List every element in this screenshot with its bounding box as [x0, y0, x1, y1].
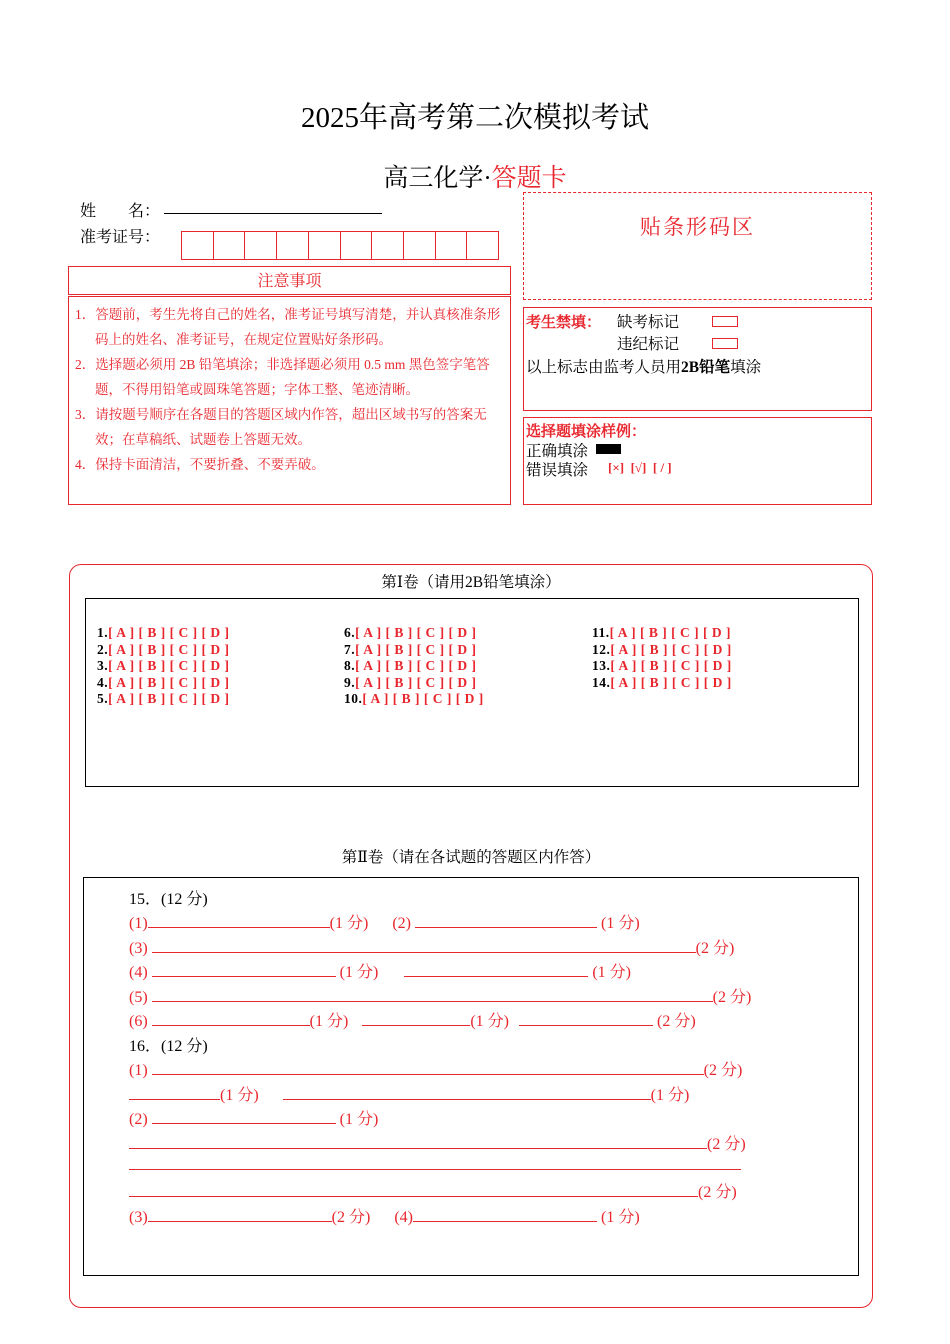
notice-item: 4．保持卡面清洁，不要折叠、不要弄破。 — [75, 457, 325, 472]
notice-heading: 注意事项 — [68, 266, 511, 295]
violation-mark-box[interactable] — [712, 338, 738, 349]
violation-label: 违纪标记 — [617, 336, 680, 353]
q15-line2[interactable]: (3) (2 分) — [129, 940, 735, 957]
page-subtitle — [0, 158, 950, 194]
mc-answer-box — [85, 598, 859, 787]
barcode-label: 贴条形码区 — [640, 215, 755, 239]
id-cell[interactable] — [245, 232, 277, 259]
id-cell[interactable] — [436, 232, 468, 259]
name-label: 姓 名： — [80, 203, 161, 220]
mc-question[interactable]: 12.[ A ] [ B ] [ C ] [ D ] — [592, 642, 732, 657]
q16-line2[interactable]: (1 分) (1 分) — [129, 1082, 689, 1105]
subtitle-card: 答题卡 — [491, 165, 567, 192]
absent-mark-box[interactable] — [712, 316, 738, 327]
mc-question[interactable]: 14.[ A ] [ B ] [ C ] [ D ] — [592, 675, 732, 690]
q15-16-answer-box — [83, 877, 859, 1276]
wrong-label: 错误填涂 — [526, 462, 589, 479]
q15-line4[interactable]: (5) (2 分) — [129, 989, 752, 1006]
q16-line3[interactable]: (2) (1 分) — [129, 1111, 379, 1128]
mc-question[interactable]: 9.[ A ] [ B ] [ C ] [ D ] — [344, 675, 477, 690]
ban-title: 考生禁填： — [526, 313, 602, 331]
part2-title: 第Ⅱ卷（请在各试题的答题区内作答） — [341, 849, 601, 866]
id-cell[interactable] — [182, 232, 214, 259]
mc-question[interactable]: 5.[ A ] [ B ] [ C ] [ D ] — [97, 691, 230, 706]
fill-sample-box — [523, 417, 872, 505]
name-field[interactable] — [164, 213, 382, 214]
q16-line7[interactable]: (3) (2 分) (4) (1 分) — [129, 1209, 640, 1226]
notice-item: 1．答题前，考生先将自己的姓名，准考证号填写清楚，并认真核准条形码上的姓名、准考证号，在规定位置贴好条形码。 — [75, 307, 501, 347]
notice-item: 3．请按题号顺序在各题目的答题区域内作答，超出区域书写的答案无效；在草稿纸、试题卷上答题无效。 — [75, 407, 487, 447]
mc-question[interactable]: 3.[ A ] [ B ] [ C ] [ D ] — [97, 658, 230, 673]
notice-body — [68, 296, 511, 505]
id-cell[interactable] — [341, 232, 373, 259]
id-number-boxes[interactable] — [181, 231, 499, 260]
q16-heading: 16．(12 分) — [129, 1038, 208, 1055]
correct-fill-mark — [596, 444, 621, 454]
correct-label: 正确填涂 — [526, 443, 589, 460]
barcode-area — [523, 192, 872, 300]
ban-note — [526, 355, 761, 377]
ban-note-suffix: 填涂 — [730, 359, 762, 376]
notice-item: 2．选择题必须用 2B 铅笔填涂；非选择题必须用 0.5 mm 黑色签字笔答题，不得用铅笔或圆珠笔答题；字体工整、笔迹清晰。 — [75, 357, 490, 397]
mc-question[interactable]: 4.[ A ] [ B ] [ C ] [ D ] — [97, 675, 230, 690]
id-cell[interactable] — [467, 232, 498, 259]
mc-question[interactable]: 1.[ A ] [ B ] [ C ] [ D ] — [97, 625, 230, 640]
id-cell[interactable] — [309, 232, 341, 259]
q15-line5[interactable]: (6) (1 分) (1 分) (2 分) — [129, 1013, 696, 1030]
part1-title: 第Ⅰ卷（请用2B铅笔填涂） — [381, 574, 561, 591]
mc-question[interactable]: 11.[ A ] [ B ] [ C ] [ D ] — [592, 625, 731, 640]
mc-question[interactable]: 10.[ A ] [ B ] [ C ] [ D ] — [344, 691, 484, 706]
page-title: 2025年高考第二次模拟考试 — [300, 102, 649, 134]
ban-note-prefix: 以上标志由监考人员用 — [526, 359, 682, 376]
q16-line5[interactable] — [129, 1155, 741, 1175]
ban-note-bold: 2B铅笔 — [681, 359, 731, 376]
wrong-marks: [×] [√] [ / ] — [608, 460, 672, 475]
id-cell[interactable] — [404, 232, 436, 259]
sample-title: 选择题填涂样例： — [526, 422, 647, 440]
mc-question[interactable]: 13.[ A ] [ B ] [ C ] [ D ] — [592, 658, 732, 673]
subtitle-subject: 高三化学· — [383, 165, 492, 192]
mc-question[interactable]: 7.[ A ] [ B ] [ C ] [ D ] — [344, 642, 477, 657]
mc-question[interactable]: 8.[ A ] [ B ] [ C ] [ D ] — [344, 658, 477, 673]
q16-line4[interactable]: (2 分) — [129, 1131, 746, 1154]
mc-question[interactable]: 2.[ A ] [ B ] [ C ] [ D ] — [97, 642, 230, 657]
examiner-only-box — [523, 307, 872, 411]
q16-line1[interactable]: (1) (2 分) — [129, 1062, 743, 1079]
id-cell[interactable] — [372, 232, 404, 259]
q15-line1[interactable]: (1) (1 分) (2) (1 分) — [129, 915, 640, 932]
id-cell[interactable] — [277, 232, 309, 259]
q15-line3[interactable]: (4) (1 分) (1 分) — [129, 964, 631, 981]
absent-label: 缺考标记 — [617, 314, 680, 331]
q15-heading: 15．(12 分) — [129, 891, 208, 908]
id-label: 准考证号： — [80, 229, 161, 246]
id-cell[interactable] — [214, 232, 246, 259]
q16-line6[interactable]: (2 分) — [129, 1179, 737, 1202]
mc-question[interactable]: 6.[ A ] [ B ] [ C ] [ D ] — [344, 625, 477, 640]
